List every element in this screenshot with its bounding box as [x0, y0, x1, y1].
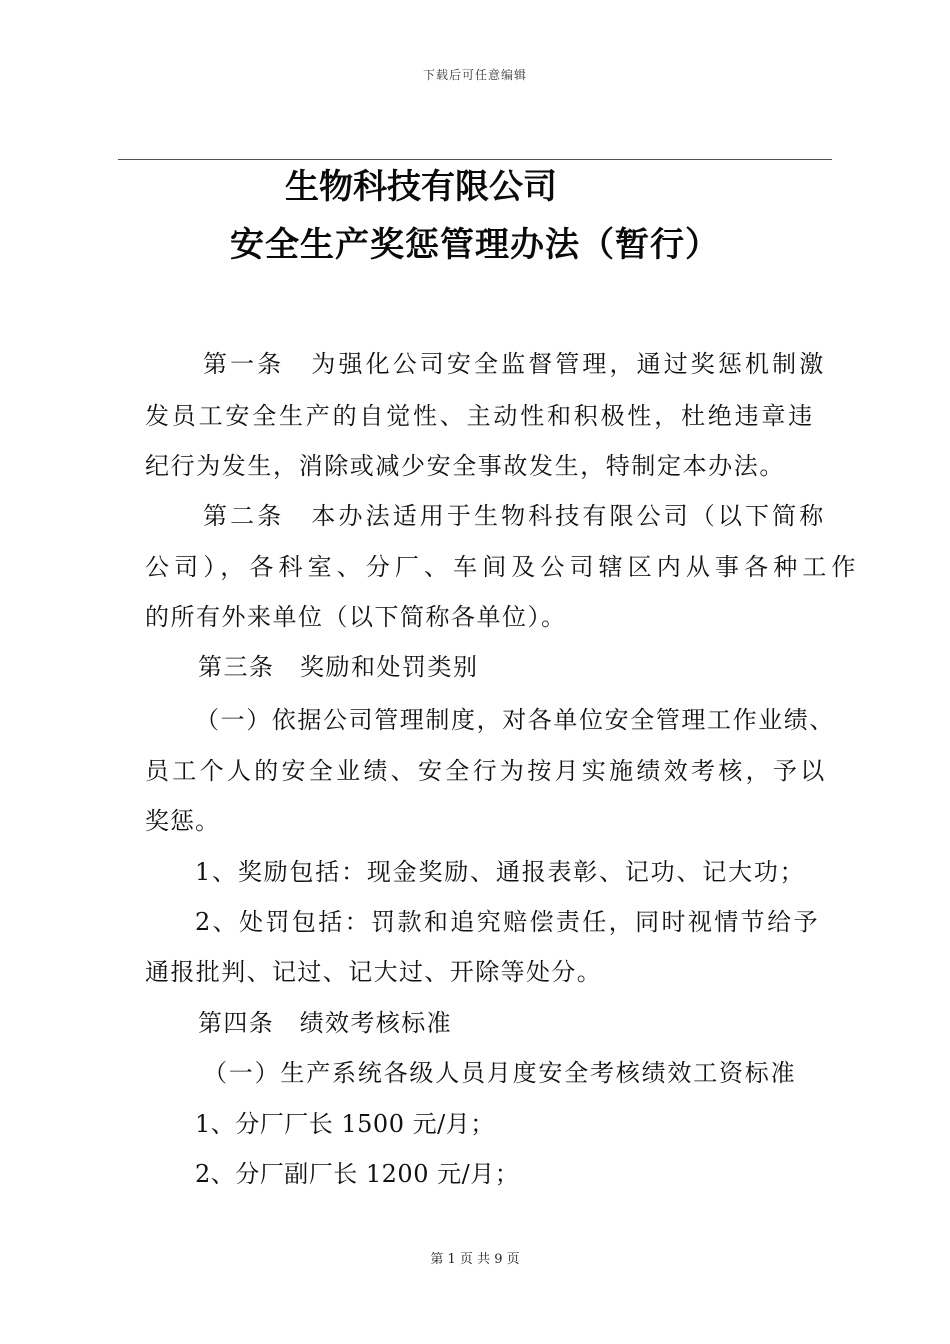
body-line-4: 第二条 本办法适用于生物科技有限公司（以下简称: [203, 502, 827, 530]
document-title-company: 生物科技有限公司: [285, 167, 557, 207]
body-line-17: 2、分厂副厂长 1200 元/月；: [195, 1160, 520, 1188]
body-line-11: 1、奖励包括：现金奖励、通报表彰、记功、记大功；: [195, 858, 806, 886]
body-line-2: 发员工安全生产的自觉性、主动性和积极性，杜绝违章违: [145, 402, 815, 430]
body-line-5: 公司），各科室、分厂、车间及公司辖区内从事各种工作: [145, 553, 861, 581]
body-line-1: 第一条 为强化公司安全监督管理，通过奖惩机制激: [203, 350, 827, 378]
body-line-14: 第四条 绩效考核标准: [198, 1009, 452, 1037]
body-line-8: （一）依据公司管理制度，对各单位安全管理工作业绩、: [195, 706, 835, 734]
body-line-9: 员工个人的安全业绩、安全行为按月实施绩效考核，予以: [145, 757, 828, 785]
body-line-10: 奖惩。: [145, 807, 220, 835]
page-header-note: 下载后可任意编辑: [422, 68, 527, 82]
body-line-6: 的所有外来单位（以下简称各单位）。: [145, 603, 567, 631]
body-line-7: 第三条 奖励和处罚类别: [198, 653, 479, 681]
body-line-12: 2、处罚包括：罚款和追究赔偿责任，同时视情节给予: [195, 908, 820, 936]
document-title-main: 安全生产奖惩管理办法（暂行）: [230, 225, 720, 265]
page-number-footer: 第 1 页 共 9 页: [430, 1252, 520, 1267]
body-line-16: 1、分厂厂长 1500 元/月；: [195, 1110, 495, 1138]
header-rule: [118, 159, 832, 160]
body-line-15: （一）生产系统各级人员月度安全考核绩效工资标准: [203, 1059, 797, 1087]
body-line-13: 通报批判、记过、记大过、开除等处分。: [145, 958, 603, 986]
body-line-3: 纪行为发生，消除或减少安全事故发生，特制定本办法。: [145, 452, 785, 480]
